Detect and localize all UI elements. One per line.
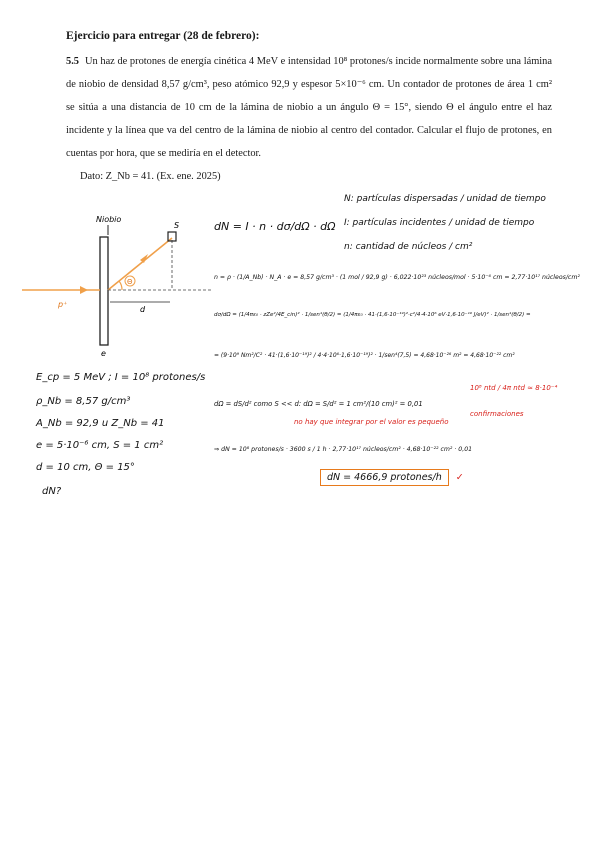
result-box: dN = 4666,9 protones/h [320, 469, 449, 486]
equation-n: n = ρ · (1/A_Nb) · N_A · e = 8,57 g/cm³ · (1 mol / 92,9 g) · 6,022·10²³ núcleos/mol · 5·10⁻⁶ cm = 2,77·10¹⁷ núcleos/cm² [214, 274, 580, 281]
scattered-beam [108, 238, 172, 290]
given-distance: d = 10 cm, Θ = 15° [36, 462, 135, 473]
given-atomic: A_Nb = 92,9 u Z_Nb = 41 [36, 418, 165, 429]
angle-arc [119, 281, 122, 290]
problem-data: Dato: Z_Nb = 41. (Ex. ene. 2025) [80, 171, 221, 182]
given-density: ρ_Nb = 8,57 g/cm³ [36, 396, 131, 407]
scattering-diagram [22, 210, 217, 370]
thickness-label: e [101, 349, 106, 358]
beam-label: p⁺ [58, 300, 68, 309]
legend-i: I: partículas incidentes / unidad de tiempo [344, 218, 535, 228]
given-energy: E_cp = 5 MeV ; I = 10⁸ protones/s [36, 372, 206, 383]
target-label: Niobio [96, 215, 122, 224]
beam-arrow [80, 286, 88, 294]
exercise-heading: Ejercicio para entregar (28 de febrero): [66, 30, 260, 42]
given-question: dN? [42, 486, 62, 497]
given-thickness: e = 5·10⁻⁶ cm, S = 1 cm² [36, 440, 164, 451]
equation-dn: ⇒ dN = 10⁸ protones/s · 3600 s / 1 h · 2,77·10¹⁷ núcleos/cm² · 4,68·10⁻²² cm² · 0,01 [214, 446, 473, 453]
angle-label: Θ [127, 278, 133, 286]
distance-label: d [140, 305, 146, 314]
detector-label: S [174, 221, 180, 230]
red-note-integrate: no hay que integrar por el valor es pequeño [294, 418, 449, 426]
check-mark: ✓ [455, 472, 464, 483]
main-formula: dN = I · n · dσ/dΩ · dΩ [214, 220, 336, 233]
problem-number: 5.5 [66, 56, 79, 67]
legend-nuclei: n: cantidad de núcleos / cm² [344, 242, 473, 252]
equation-value: = (9·10⁹ Nm²/C² · 41·(1,6·10⁻¹⁹)² / 4·4·10⁶·1,6·10⁻¹⁹)² · 1/sen⁴(7,5) = 4,68·10⁻²⁶ m² = 4,68·10⁻²² cm² [214, 352, 515, 359]
result-row [320, 472, 464, 483]
problem-statement [66, 50, 552, 188]
niobium-foil [100, 237, 108, 345]
equation-domega: dΩ = dS/d² como S << d: dΩ = S/d² = 1 cm²/(10 cm)² = 0,01 [214, 400, 423, 408]
legend-n: N: partículas dispersadas / unidad de tiempo [344, 194, 546, 204]
equation-rutherford: dσ/dΩ = (1/4πε₀ · zZe²/4E_cin)² · 1/sen⁴(θ/2) = (1/4πε₀ · 41·(1,6·10⁻¹⁹)²·c²/4·4·10⁶ eV·1,6·10⁻¹⁹ J/eV)² · 1/sen⁴(θ/2) = [214, 312, 531, 318]
problem-text: Un haz de protones de energía cinética 4 MeV e intensidad 10⁸ protones/s incide normalmente sobre una lámina de niobio de densidad 8,57 g/cm³, peso atómico 92,9 y espesor 5×10⁻⁶ cm. Un contador de protones de área 1 cm² se sitúa a una distancia de 10 cm de la lámina de niobio a un ángulo Θ = 15°, siendo Θ el ángulo entre el haz incidente y la línea que va del centro de la lámina de niobio al centro del contador. Calcular el flujo de protones, en cuentas por hora, que se mediría en el detector. [66, 56, 552, 159]
red-note-confirm: confirmaciones [470, 410, 524, 418]
red-note-fraction: 10⁸ ntd / 4π ntd ≈ 8·10⁻⁴ [470, 384, 558, 392]
